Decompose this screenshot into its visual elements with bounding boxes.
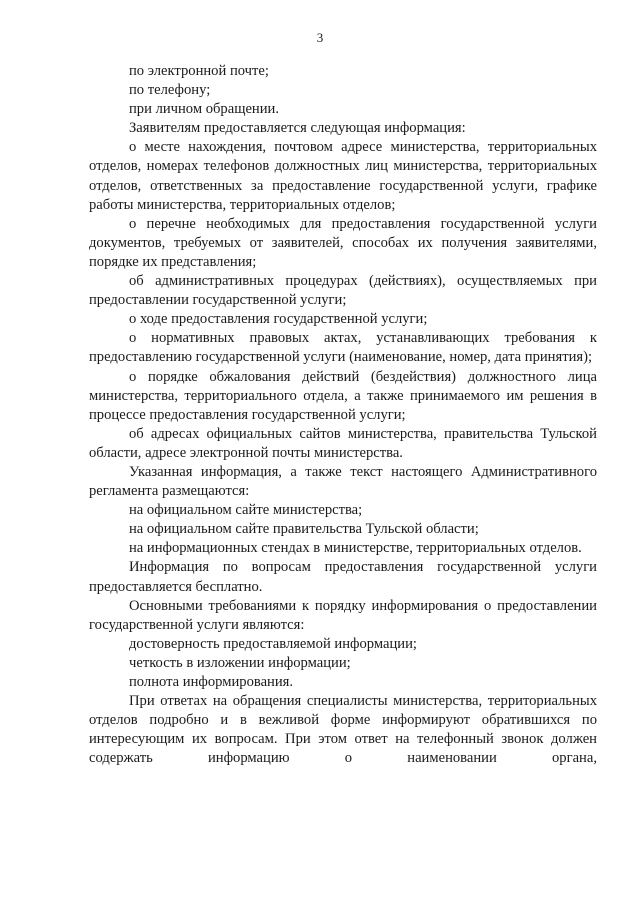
paragraph: на официальном сайте правительства Тульской области;: [129, 521, 479, 538]
paragraph: о перечне необходимых для предоставления государственной услуги документов, требуемых от заявителей, способах их получения заявителями, порядке их представления;: [89, 215, 597, 270]
paragraph: о порядке обжалования действий (бездействия) должностного лица министерства, территориального отдела, а также принимаемого им решения в процессе предоставления государственной услуги;: [89, 368, 597, 423]
document-body: [89, 62, 597, 768]
paragraph: Заявителям предоставляется следующая информация:: [129, 120, 466, 137]
paragraph: Указанная информация, а также текст настоящего Административного регламента размещаются:: [89, 463, 597, 500]
paragraph: Информация по вопросам предоставления государственной услуги предоставляется бесплатно.: [89, 559, 597, 595]
paragraph: Основными требованиями к порядку информирования о предоставлении государственной услуги являются:: [89, 597, 597, 633]
paragraph: четкость в изложении информации;: [129, 654, 351, 671]
paragraph: о месте нахождения, почтовом адресе министерства, территориальных отделов, номерах телефонов должностных лиц министерства, территориальных отделов, ответственных за предоставление государственной услуги, графике работы министерства, территориальных отделов;: [89, 139, 597, 213]
paragraph: об адресах официальных сайтов министерства, правительства Тульской области, адресе электронной почты министерства.: [89, 425, 597, 461]
paragraph: об административных процедурах (действиях), осуществляемых при предоставлении государственной услуги;: [89, 273, 597, 309]
paragraph: о нормативных правовых актах, устанавливающих требования к предоставлению государственной услуги (наименование, номер, дата принятия);: [89, 330, 597, 366]
paragraph: на официальном сайте министерства;: [129, 502, 363, 519]
paragraph: на информационных стендах в министерстве, территориальных отделов.: [129, 540, 582, 557]
paragraph: о ходе предоставления государственной услуги;: [129, 311, 428, 328]
page-number: 3: [316, 30, 324, 45]
paragraph: полнота информирования.: [129, 674, 294, 690]
paragraph: При ответах на обращения специалисты министерства, территориальных отделов подробно и в вежливой форме информируют обратившихся по интересующим их вопросам. При этом ответ на телефонный звонок должен содержать информацию о наименовании органа,: [89, 693, 597, 767]
paragraph: при личном обращении.: [129, 101, 279, 118]
paragraph: по телефону;: [129, 82, 211, 99]
paragraph: по электронной почте;: [129, 63, 269, 79]
paragraph: достоверность предоставляемой информации;: [129, 635, 417, 652]
